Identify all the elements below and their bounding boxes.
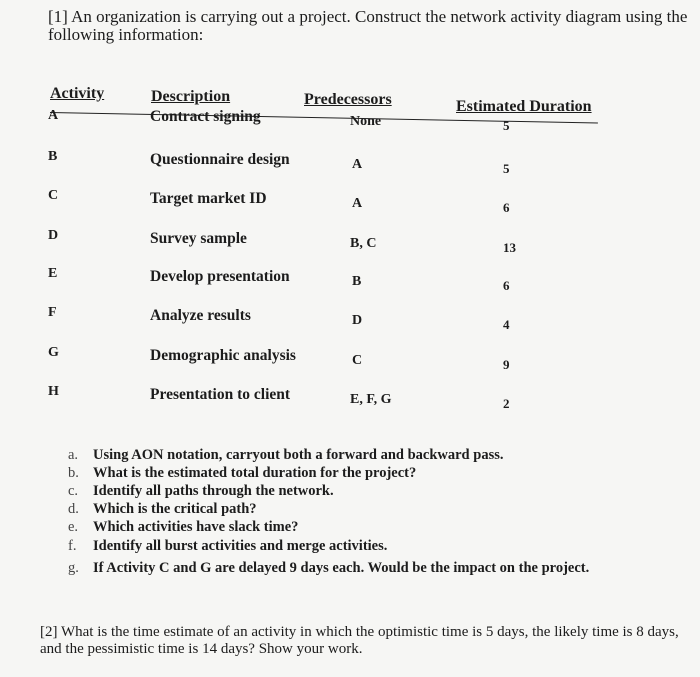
subquestion-item [68, 501, 257, 518]
subquestion-letter: a. [68, 447, 79, 463]
description-cell: Demographic analysis [150, 347, 296, 364]
predecessors-cell: C [352, 353, 363, 368]
predecessors-cell: B [352, 274, 362, 289]
duration-cell: 5 [503, 161, 510, 176]
subquestion-item [68, 538, 387, 555]
activity-cell: H [48, 384, 59, 399]
description-cell: Develop presentation [150, 268, 290, 285]
subquestion-letter: d. [68, 501, 79, 517]
subquestion-text: Which is the critical path? [93, 501, 257, 517]
duration-cell: 9 [503, 357, 510, 372]
subquestion-item [68, 519, 298, 536]
subquestion-letter: e. [68, 519, 79, 535]
predecessors-cell: None [350, 114, 382, 129]
predecessors-cell: A [352, 157, 363, 172]
activity-cell: D [48, 228, 59, 243]
question-2-text: [2] What is the time estimate of an activity in which the optimistic time is 5 days, the likely time is 8 days, and the pessimistic time is 14 days? Show your work. [40, 624, 679, 657]
activity-cell: B [48, 149, 58, 164]
subquestion-item [68, 465, 416, 482]
subquestion-letter: b. [68, 465, 79, 481]
subquestion-text: Identify all paths through the network. [93, 483, 334, 499]
description-cell: Target market ID [150, 190, 267, 207]
activity-cell: A [48, 108, 59, 123]
subquestion-letter: g. [68, 560, 79, 576]
description-cell: Contract signing [150, 108, 261, 125]
duration-cell: 4 [503, 317, 510, 332]
header-description: Description [151, 88, 231, 105]
duration-cell: 6 [503, 278, 510, 293]
subquestion-item [68, 483, 334, 500]
activity-cell: G [48, 345, 59, 360]
predecessors-cell: B, C [350, 236, 377, 251]
header-predecessors: Predecessors [304, 91, 392, 108]
activity-cell: C [48, 188, 59, 203]
subquestion-letter: c. [68, 483, 79, 499]
subquestion-letter: f. [68, 538, 77, 554]
duration-cell: 13 [503, 240, 516, 255]
activity-cell: F [48, 305, 57, 320]
description-cell: Presentation to client [150, 386, 291, 403]
header-estimated-duration: Estimated Duration [456, 98, 592, 115]
question-1-text: [1] An organization is carrying out a project. Construct the network activity diagram using the following information: [48, 7, 688, 44]
subquestion-text: If Activity C and G are delayed 9 days each. Would be the impact on the project. [93, 560, 590, 576]
description-cell: Questionnaire design [150, 151, 290, 168]
description-cell: Analyze results [150, 307, 251, 324]
activity-cell: E [48, 266, 58, 281]
subquestion-item [68, 560, 589, 577]
subquestion-text: Identify all burst activities and merge activities. [93, 538, 388, 554]
duration-cell: 2 [503, 396, 510, 411]
duration-cell: 6 [503, 200, 510, 215]
subquestion-text: What is the estimated total duration for the project? [93, 465, 417, 481]
header-activity: Activity [50, 85, 105, 102]
duration-cell: 5 [503, 118, 510, 133]
subquestion-text: Using AON notation, carryout both a forward and backward pass. [93, 447, 504, 463]
predecessors-cell: D [352, 313, 363, 328]
subquestion-item [68, 447, 503, 464]
subquestion-text: Which activities have slack time? [93, 519, 299, 535]
description-cell: Survey sample [150, 230, 247, 247]
predecessors-cell: A [352, 196, 363, 211]
predecessors-cell: E, F, G [350, 392, 392, 407]
